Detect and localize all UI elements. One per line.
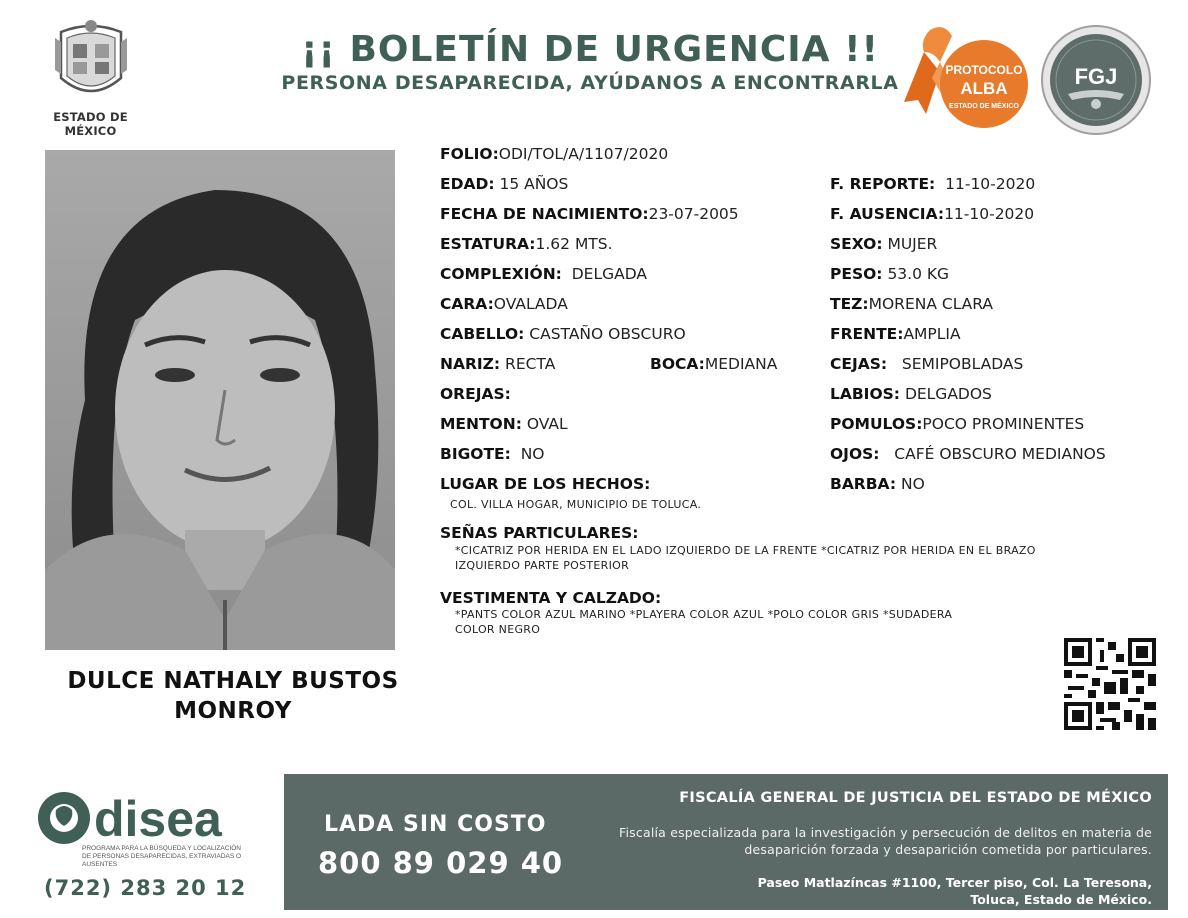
- field-peso: PESO: 53.0 KG: [830, 265, 950, 283]
- field-lugar-value: COL. VILLA HOGAR, MUNICIPIO DE TOLUCA.: [450, 498, 702, 511]
- fiscalia-description: Fiscalía especializada para la investigación y persecución de delitos en materia de desaparición forzada y desaparición cometida por particulares.: [619, 825, 1152, 857]
- bulletin-subtitle: PERSONA DESAPARECIDA, AYÚDANOS A ENCONTRARLA: [281, 72, 899, 94]
- bulletin-title: ¡¡ BOLETÍN DE URGENCIA !!: [301, 29, 879, 70]
- field-boca: BOCA:MEDIANA: [650, 355, 778, 373]
- qr-code-icon[interactable]: [1064, 638, 1156, 730]
- fiscalia-address-line2: Toluca, Estado de México.: [970, 892, 1152, 907]
- odisea-small3: AUSENTES: [82, 861, 118, 868]
- estado-de-mexico-logo: [28, 18, 153, 138]
- person-name-line2: MONROY: [174, 698, 292, 724]
- vestimenta-line1: *PANTS COLOR AZUL MARINO *PLAYERA COLOR AZUL *POLO COLOR GRIS *SUDADERA: [455, 608, 953, 621]
- alba-line1: PROTOCOLO: [945, 63, 1023, 77]
- coat-of-arms-icon: [51, 18, 131, 106]
- senas-line1: *CICATRIZ POR HERIDA EN EL LADO IZQUIERDO DE LA FRENTE *CICATRIZ POR HERIDA EN EL BRAZO: [455, 544, 1036, 557]
- field-estatura: ESTATURA:1.62 MTS.: [440, 235, 613, 253]
- vestimenta-label: VESTIMENTA Y CALZADO:: [440, 589, 662, 607]
- lada-number[interactable]: 800 89 029 40: [318, 846, 564, 880]
- field-sexo: SEXO: MUJER: [830, 235, 938, 253]
- person-portrait-icon: [45, 150, 395, 650]
- odisea-map-pin-icon: [38, 792, 90, 844]
- alba-line3: ESTADO DE MÉXICO: [949, 103, 1019, 110]
- field-cejas: CEJAS: SEMIPOBLADAS: [830, 355, 1024, 373]
- field-edad: EDAD: 15 AÑOS: [440, 175, 569, 193]
- field-orejas: OREJAS:: [440, 385, 511, 403]
- fiscalia-address: [632, 874, 1152, 908]
- field-labios: LABIOS: DELGADOS: [830, 385, 992, 403]
- vestimenta-line2: COLOR NEGRO: [455, 623, 541, 636]
- field-menton: MENTON: OVAL: [440, 415, 568, 433]
- field-ojos: OJOS: CAFÉ OBSCURO MEDIANOS: [830, 445, 1106, 463]
- senas-line2: IZQUIERDO PARTE POSTERIOR: [455, 559, 630, 572]
- field-cara: CARA:OVALADA: [440, 295, 568, 313]
- field-complexion: COMPLEXIÓN: DELGADA: [440, 265, 647, 283]
- field-nariz: NARIZ: RECTA: [440, 355, 556, 373]
- field-fecha-nacimiento: FECHA DE NACIMIENTO:23-07-2005: [440, 205, 739, 223]
- odisea-small1: PROGRAMA PARA LA BÚSQUEDA Y LOCALIZACIÓN: [82, 845, 241, 852]
- protocolo-alba-logo: [900, 22, 1030, 134]
- fiscalia-title: FISCALÍA GENERAL DE JUSTICIA DEL ESTADO DE MÉXICO: [679, 790, 1152, 806]
- field-pomulos: POMULOS:POCO PROMINENTES: [830, 415, 1085, 433]
- field-tez: TEZ:MORENA CLARA: [830, 295, 994, 313]
- field-cabello: CABELLO: CASTAÑO OBSCURO: [440, 325, 686, 343]
- person-name-line1: DULCE NATHALY BUSTOS: [67, 668, 399, 694]
- field-bigote: BIGOTE: NO: [440, 445, 545, 463]
- field-frente: FRENTE:AMPLIA: [830, 325, 961, 343]
- person-name: [45, 666, 421, 726]
- fgj-seal-logo: [1040, 24, 1152, 136]
- missing-person-photo: [45, 150, 395, 650]
- odisea-logo: [34, 788, 274, 868]
- bulletin-title-block: [250, 30, 930, 94]
- alba-line2: ALBA: [960, 79, 1008, 98]
- lada-title: LADA SIN COSTO: [324, 812, 547, 837]
- field-f-ausencia: F. AUSENCIA:11-10-2020: [830, 205, 1035, 223]
- field-barba: BARBA: NO: [830, 475, 925, 493]
- footer-contact-box: [284, 774, 1168, 910]
- odisea-small2: DE PERSONAS DESAPARECIDAS, EXTRAVIADAS O: [82, 853, 242, 860]
- fgj-text: FGJ: [1074, 64, 1118, 89]
- state-caption: ESTADO DE MÉXICO: [53, 110, 128, 138]
- field-f-reporte: F. REPORTE: 11-10-2020: [830, 175, 1036, 193]
- fiscalia-address-line1: Paseo Matlazíncas #1100, Tercer piso, Col. La Teresona,: [757, 875, 1152, 890]
- senas-label: SEÑAS PARTICULARES:: [440, 524, 639, 542]
- field-folio: FOLIO:ODI/TOL/A/1107/2020: [440, 145, 669, 163]
- field-lugar-label: LUGAR DE LOS HECHOS:: [440, 475, 651, 493]
- odisea-phone[interactable]: (722) 283 20 12: [44, 876, 247, 900]
- odisea-word: disea: [94, 791, 222, 847]
